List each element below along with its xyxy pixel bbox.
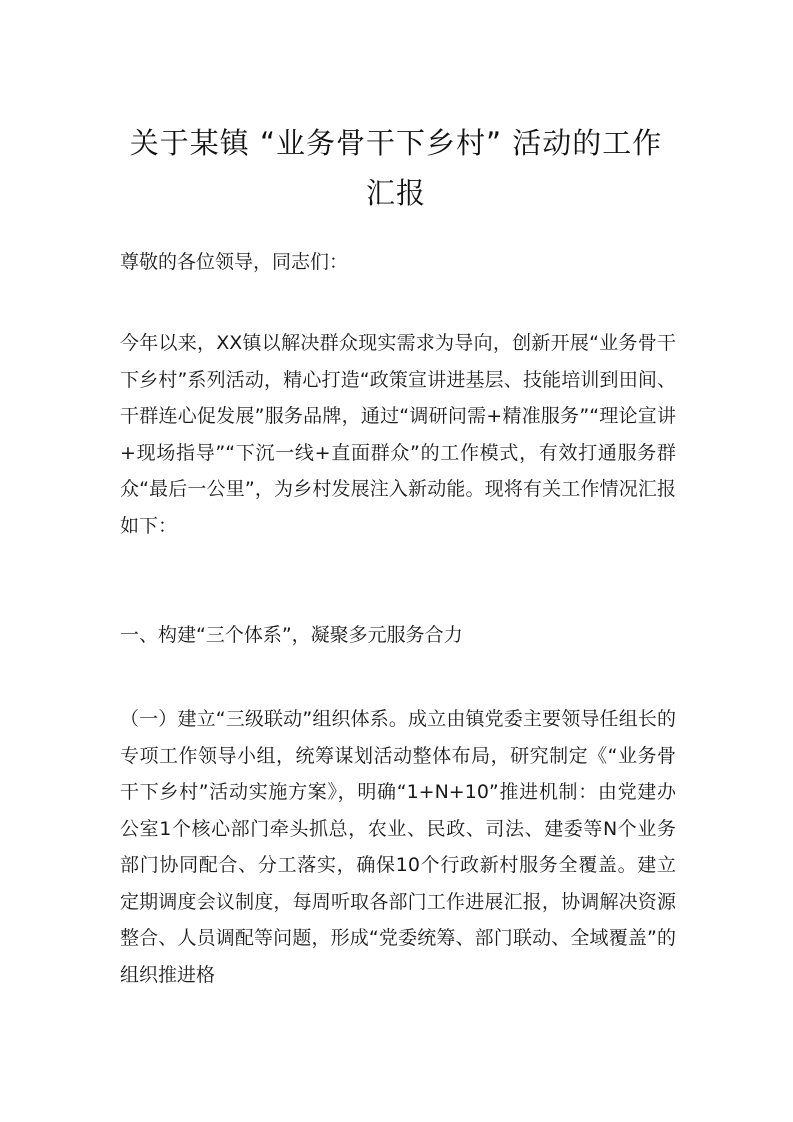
subsection-paragraph: （一）建立“三级联动”组织体系。成立由镇党委主要领导任组长的专项工作领导小组，统筹谋划活动整体布局，研究制定《“业务骨干下乡村”活动实施方案》，明确“1+N+10”推进机制：由党建办公室1个核心部门牵头抓总，农业、民政、司法、建委等N个业务部门协同配合、分工落实，确保10个行政新村服务全覆盖。建立定期调度会议制度，每周听取各部门工作进展汇报，协调解决资源整合、人员调配等问题，形成“党委统筹、部门联动、全域覆盖”的组织推进格 xyxy=(120,708,676,986)
section-heading: 一、构建“三个体系”，凝聚多元服务合力 xyxy=(120,624,463,646)
greeting: 尊敬的各位领导，同志们： xyxy=(120,251,349,273)
intro-paragraph: 今年以来，XX镇以解决群众现实需求为导向，创新开展“业务骨干下乡村”系列活动，精心打造“政策宣讲进基层、技能培训到田间、干群连心促发展”服务品牌，通过“调研问需+精准服务”“理论宣讲+现场指导”“下沉一线+直面群众”的工作模式，有效打通服务群众“最后一公里”，为乡村发展注入新动能。现将有关工作情况汇报如下： xyxy=(120,332,676,537)
document-title: 关于某镇 “业务骨干下乡村” 活动的工作汇报 xyxy=(129,126,663,210)
